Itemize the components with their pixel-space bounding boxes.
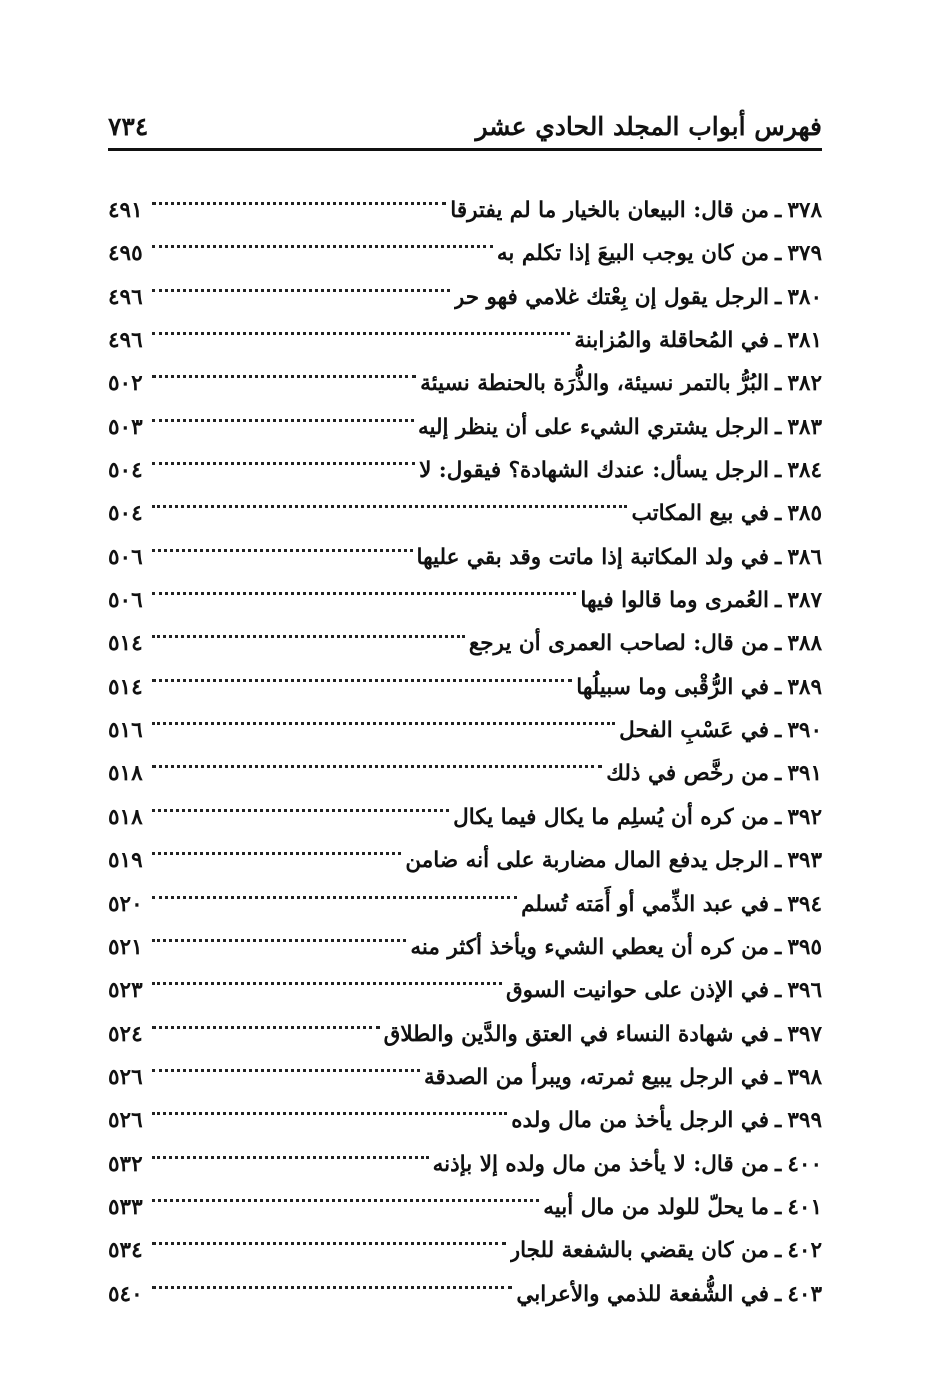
entry-number: ٣٩٠ (787, 718, 822, 744)
entry-page-number: ٤٩١ (108, 198, 143, 223)
entry-number: ٣٩٩ (787, 1108, 822, 1134)
entry-separator: ـ (775, 198, 782, 223)
dot-leader (152, 477, 627, 520)
dot-leader (152, 174, 446, 217)
entry-separator: ـ (775, 414, 782, 440)
entry-page-number: ٤٩٦ (108, 328, 143, 354)
entry-separator: ـ (775, 1064, 782, 1090)
page-header (108, 104, 822, 148)
entry-title: في الرُّقْبى وما سبيلُها (576, 674, 770, 700)
entry-title: الرجل يقول إن بِعْتك غلامي فهو حر (453, 284, 770, 310)
entry-title: في عبد الذِّمي أو أَمَته تُسلم (521, 891, 770, 917)
entry-page-number: ٥٠٣ (108, 414, 143, 440)
dot-leader (152, 694, 615, 737)
entry-title: في الإذن على حوانيت السوق (505, 978, 770, 1004)
entry-number: ٣٩٢ (787, 804, 822, 830)
entry-title: في الرجل يأخذ من مال ولده (511, 1108, 770, 1134)
dot-leader (152, 521, 413, 564)
entry-page-number: ٥٣٣ (108, 1194, 143, 1220)
entry-separator: ـ (775, 544, 782, 570)
dot-leader (152, 868, 517, 911)
entry-title: من قال: لصاحب العمرى أن يرجع (468, 631, 770, 657)
entry-page-number: ٥١٩ (108, 848, 143, 874)
entry-separator: ـ (775, 1281, 782, 1307)
entry-separator: ـ (775, 1238, 782, 1264)
entry-separator: ـ (775, 328, 782, 354)
dot-leader (152, 737, 602, 780)
entry-number: ٣٩١ (787, 761, 822, 787)
entry-separator: ـ (775, 371, 782, 397)
entry-separator: ـ (775, 588, 782, 614)
entry-number: ٣٨٤ (787, 458, 822, 484)
entry-title: الرجل يشتري الشيء على أن ينظر إليه (417, 414, 770, 440)
entry-title: من قال: البيعان بالخيار ما لم يفترقا (450, 198, 770, 223)
entry-separator: ـ (775, 761, 782, 787)
dot-leader (152, 1084, 507, 1127)
dot-leader (152, 217, 493, 260)
dot-leader (152, 781, 449, 824)
entry-page-number: ٥١٨ (108, 761, 143, 787)
entry-title: في المُحاقلة والمُزابنة (574, 328, 770, 354)
entry-separator: ـ (775, 241, 782, 267)
entry-separator: ـ (775, 631, 782, 657)
entry-number: ٤٠٣ (787, 1281, 822, 1307)
dot-leader (152, 391, 414, 434)
entry-title: في ولد المكاتبة إذا ماتت وقد بقي عليها (416, 544, 770, 570)
entry-title: في الرجل يبيع ثمرته، ويبرأ من الصدقة (424, 1064, 770, 1090)
entry-title: في الشُّفعة للذمي والأعرابي (516, 1281, 770, 1307)
entry-page-number: ٥٠٦ (108, 544, 143, 570)
dot-leader (152, 1258, 512, 1301)
entry-page-number: ٥٢١ (108, 934, 143, 960)
entry-separator: ـ (775, 1108, 782, 1134)
page-title: فهرس أبواب المجلد الحادي عشر (475, 111, 822, 141)
entry-number: ٣٩٨ (787, 1064, 822, 1090)
dot-leader (152, 1214, 506, 1257)
entry-title: من قال: لا يأخذ من مال ولده إلا بإذنه (432, 1151, 770, 1177)
entry-page-number: ٤٩٥ (108, 241, 143, 267)
entry-page-number: ٥٢٦ (108, 1064, 143, 1090)
dot-leader (152, 911, 406, 954)
entry-separator: ـ (775, 1021, 782, 1047)
dot-leader (152, 1171, 539, 1214)
entry-title: في عَسْبِ الفحل (619, 718, 770, 744)
entry-separator: ـ (775, 934, 782, 960)
entry-page-number: ٥٣٤ (108, 1238, 143, 1264)
dot-leader (152, 304, 570, 347)
entry-page-number: ٥٠٢ (108, 371, 143, 397)
entry-page-number: ٥٠٦ (108, 588, 143, 614)
entry-separator: ـ (775, 978, 782, 1004)
entry-title: العُمرى وما قالوا فيها (580, 588, 770, 614)
page-number: ٧٣٤ (108, 111, 149, 141)
entry-separator: ـ (775, 804, 782, 830)
entry-title: من كره أن يعطي الشيء ويأخذ أكثر منه (410, 934, 770, 960)
entry-separator: ـ (775, 501, 782, 527)
table-of-contents (108, 174, 822, 1307)
entry-page-number: ٥٢٣ (108, 978, 143, 1004)
entry-number: ٣٩٥ (787, 934, 822, 960)
entry-number: ٣٩٦ (787, 978, 822, 1004)
dot-leader (152, 607, 465, 650)
entry-page-number: ٥٣٢ (108, 1151, 143, 1177)
entry-number: ٣٧٩ (787, 241, 822, 267)
entry-number: ٣٨١ (787, 328, 822, 354)
dot-leader (152, 564, 576, 607)
entry-page-number: ٥١٨ (108, 804, 143, 830)
entry-separator: ـ (775, 1151, 782, 1177)
dot-leader (152, 1041, 420, 1084)
entry-title: البُرُّ بالتمر نسيئة، والذُّرَة بالحنطة نسيئة (420, 371, 770, 397)
dot-leader (152, 347, 416, 390)
header-rule (108, 148, 822, 151)
entry-number: ٣٩٤ (787, 891, 822, 917)
entry-title: ما يحلّ للولد من مال أبيه (543, 1194, 770, 1220)
entry-separator: ـ (775, 891, 782, 917)
dot-leader (152, 954, 502, 997)
entry-title: في بيع المكاتب (631, 501, 770, 527)
entry-title: من رخَّص في ذلك (606, 761, 770, 787)
entry-title: من كان يوجب البيعَ إذا تكلم به (496, 241, 770, 267)
entry-number: ٣٨٨ (787, 631, 822, 657)
entry-page-number: ٥٤٠ (108, 1281, 143, 1307)
entry-page-number: ٥٢٤ (108, 1021, 143, 1047)
dot-leader (152, 998, 380, 1041)
entry-page-number: ٥٠٤ (108, 501, 143, 527)
entry-title: الرجل يدفع المال مضاربة على أنه ضامن (405, 848, 770, 874)
entry-number: ٣٨٣ (787, 414, 822, 440)
entry-separator: ـ (775, 1194, 782, 1220)
entry-title: من كان يقضي بالشفعة للجار (509, 1238, 770, 1264)
entry-number: ٣٨٢ (787, 371, 822, 397)
toc-entry (108, 174, 822, 223)
entry-number: ٣٨٥ (787, 501, 822, 527)
entry-separator: ـ (775, 848, 782, 874)
entry-number: ٣٨٩ (787, 674, 822, 700)
entry-number: ٣٨٧ (787, 588, 822, 614)
entry-number: ٣٩٣ (787, 848, 822, 874)
entry-number: ٣٨٠ (787, 284, 822, 310)
entry-title: في شهادة النساء في العتق والدَّين والطلاق (383, 1021, 770, 1047)
entry-title: من كره أن يُسلِم ما يكال فيما يكال (453, 804, 770, 830)
entry-page-number: ٤٩٦ (108, 284, 143, 310)
dot-leader (152, 651, 572, 694)
dot-leader (152, 1128, 429, 1171)
entry-separator: ـ (775, 674, 782, 700)
entry-page-number: ٥٢٠ (108, 891, 143, 917)
entry-separator: ـ (775, 718, 782, 744)
entry-page-number: ٥٢٦ (108, 1108, 143, 1134)
entry-number: ٣٩٧ (787, 1021, 822, 1047)
entry-page-number: ٥١٦ (108, 718, 143, 744)
entry-number: ٣٨٦ (787, 544, 822, 570)
entry-separator: ـ (775, 284, 782, 310)
entry-number: ٤٠١ (787, 1194, 822, 1220)
entry-number: ٣٧٨ (787, 198, 822, 223)
entry-page-number: ٥٠٤ (108, 458, 143, 484)
dot-leader (152, 824, 401, 867)
entry-page-number: ٥١٤ (108, 631, 143, 657)
dot-leader (152, 261, 450, 304)
dot-leader (152, 434, 415, 477)
entry-title: الرجل يسأل: عندك الشهادة؟ فيقول: لا (419, 458, 770, 484)
entry-number: ٤٠٠ (787, 1151, 822, 1177)
entry-separator: ـ (775, 458, 782, 484)
entry-page-number: ٥١٤ (108, 674, 143, 700)
entry-number: ٤٠٢ (787, 1238, 822, 1264)
